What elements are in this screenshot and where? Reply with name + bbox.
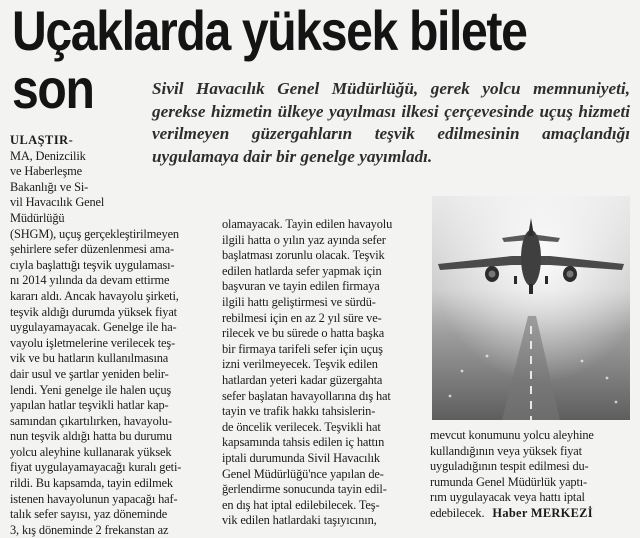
column-line: iptali durumunda Sivil Havacılık (222, 450, 380, 465)
column-line: cıyla başlattığı teşvik uygulaması- (10, 257, 175, 272)
column-line: bir firmaya tarifeli sefer için uçuş (222, 341, 383, 356)
column-line: 3, kış döneminde 2 frekanstan az (10, 522, 169, 537)
column-line: başvuran ve tayin edilen firmaya (222, 279, 380, 294)
column-line: vik edilen hatlardaki taşıyıcının, (222, 513, 377, 528)
column-line: kapsamında tahsis edilen iç hattın (222, 435, 385, 450)
column-line: ve Haberleşme (10, 164, 83, 179)
column-line: Genel Müdürlüğü'nce yapılan de- (222, 466, 384, 481)
column-line: en dış hat iptal edilebilecek. Teş- (222, 497, 380, 512)
column-line: izni verilmeyecek. Teşvik edilen (222, 357, 378, 372)
column-line: edilen hatlarda sefer yapmak için (222, 263, 382, 278)
headline-line-2: son (12, 57, 94, 120)
column-line: Müdürlüğü (10, 210, 65, 225)
column-line: MA, Denizcilik (10, 148, 86, 163)
article-column-1 (10, 133, 215, 538)
article-column-3 (430, 428, 630, 522)
column-line: vayolu işletmelerine verilecek teş- (10, 335, 176, 350)
column-line: rumunda Genel Müdürlük yaptı- (430, 474, 588, 489)
column-line: lendi. Yeni genelge ile halen uçuş (10, 382, 172, 397)
airplane-photo (432, 196, 630, 420)
column-line: başlatması zorunlu olacak. Teşvik (222, 248, 385, 263)
column-line: ilgili hattı geliştirmesi ve sürdü- (222, 294, 376, 309)
column-line: nun teşvik aldığı hatta bu durumu (10, 429, 172, 444)
column-line: mevcut konumunu yolcu aleyhine (430, 428, 594, 442)
column-line: kullandığının veya yüksek fiyat (430, 443, 582, 458)
spot-text: Sivil Havacılık Genel Müdürlüğü, gerek yolcu memnuniyeti, gerekse hizmetin ülkeye yayılması ilkesi çerçevesinde uçuş hizmeti verilmeyen güzergahların teşvik edilmesinin amaçlandığı uygulamaya dair bir genelge yayımladı. (152, 79, 630, 166)
column-line: uyguladığının tespit edilmesi du- (430, 459, 589, 474)
column-line: rım uygulayacak veya hattı iptal (430, 490, 585, 505)
column-line: rebilmesi için en az 2 yıl süre ve- (222, 310, 382, 325)
column-line: şehirlere sefer düzenlenmesi ama- (10, 242, 174, 257)
column-line: (SHGM), uçuş gerçekleştirilmeyen (10, 226, 179, 241)
column-line: edebilecek. (430, 505, 485, 520)
column-line: uygulayamayacak. Genelge ile ha- (10, 320, 177, 335)
airplane-illustration (432, 196, 630, 420)
column-line: samından çıkartılırken, havayolu- (10, 413, 172, 428)
column-line: yapılan hatlar teşvikli hatlar kap- (10, 398, 169, 413)
column-line: vik ve bu hatların kullanılmasına (10, 351, 169, 366)
column-line: yolcu aleyhine kullanarak yüksek (10, 444, 172, 459)
column-line: ilgili hatta o yılın yaz ayında sefer (222, 232, 386, 247)
column-line: rildi. Bu kapsamda, tayin edilmek (10, 476, 173, 491)
lead-word: ULAŞTIR- (10, 133, 74, 147)
byline: Haber MERKEZİ (492, 505, 593, 520)
column-line: sefer başlatan havayollarına dış hat (222, 388, 391, 403)
column-last-line (430, 506, 630, 522)
headline-line-1: Uçaklarda yüksek bilete (12, 0, 527, 62)
column-line: vil Havacılık Genel (10, 195, 105, 210)
column-line: ğerlendirme sonucunda tayin edil- (222, 482, 387, 497)
column-line: tayin ve trafik hakkı tahsislerin- (222, 404, 376, 419)
column-line: Bakanlığı ve Si- (10, 179, 89, 194)
column-line: hatlardan yeteri kadar güzergahta (222, 372, 383, 387)
column-line: dair usul ve şartlar yeniden belir- (10, 366, 169, 381)
column-line: fiyat uygulayamayacağı kuralı geti- (10, 460, 182, 475)
article-column-2 (222, 217, 420, 529)
column-line: talık sefer sayısı, yaz döneminde (10, 507, 168, 522)
column-line: olamayacak. Tayin edilen havayolu (222, 217, 393, 231)
column-line: teşvik aldığı durumda yüksek fiyat (10, 304, 177, 319)
column-line: kararı aldı. Ancak havayolu şirketi, (10, 288, 179, 303)
column-line: nı 2014 yılında da devam ettirme (10, 273, 170, 288)
column-line: de öncelik verilecek. Teşvikli hat (222, 419, 381, 434)
column-line: istenen havayolunun yapacağı haf- (10, 491, 178, 506)
column-line: rilecek ve bu sürede o hatta başka (222, 326, 385, 341)
